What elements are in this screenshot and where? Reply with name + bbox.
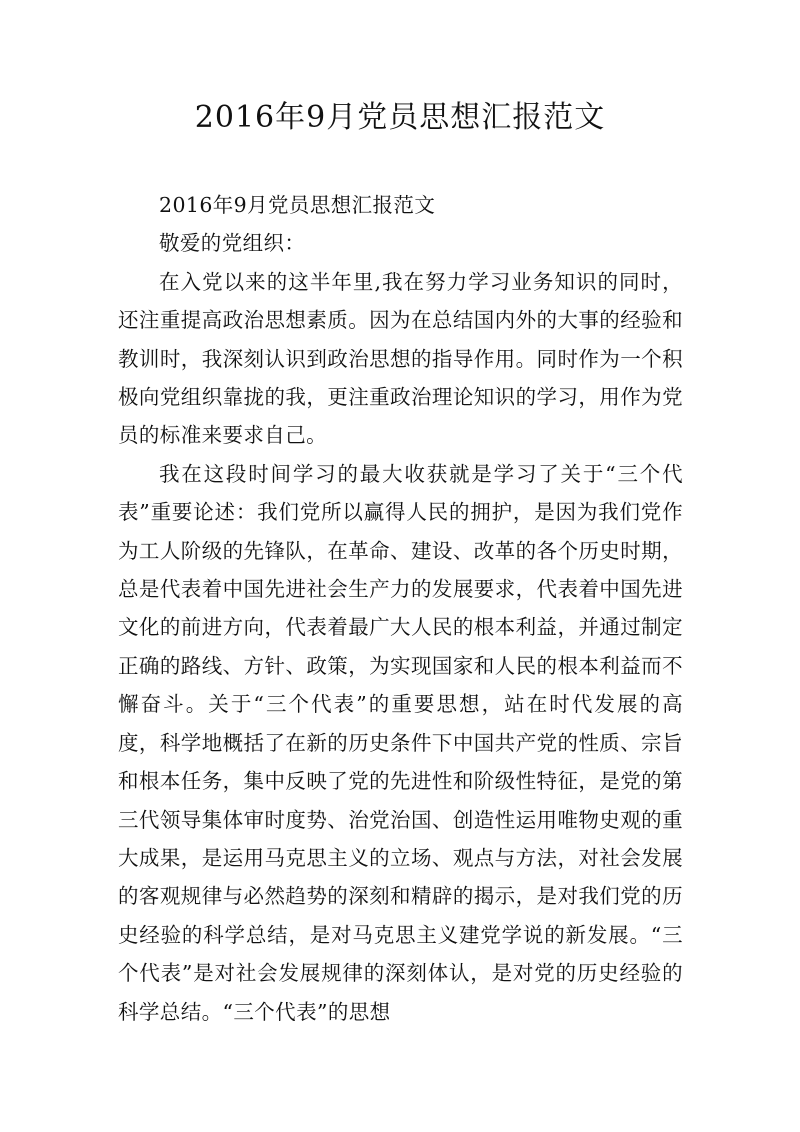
document-title: 2016年9月党员思想汇报范文 [194,100,606,135]
document-body [118,186,683,1031]
paragraph-1: 在入党以来的这半年里,我在努力学习业务知识的同时，还注重提高政治思想素质。因为在总结国内外的大事的经验和教训时，我深刻认识到政治思想的指导作用。同时作为一个积极向党组织靠拢的我，更注重政治理论知识的学习，用作为党员的标准来要求自己。 [118,269,683,448]
salutation: 敬爱的党组织： [159,231,306,256]
paragraph-2: 我在这段时间学习的最大收获就是学习了关于“三个代表”重要论述：我们党所以赢得人民的拥护，是因为我们党作为工人阶级的先锋队，在革命、建设、改革的各个历史时期，总是代表着中国先进社会生产力的发展要求，代表着中国先进文化的前进方向，代表着最广大人民的根本利益，并通过制定正确的路线、方针、政策，为实现国家和人民的根本利益而不懈奋斗。关于“三个代表”的重要思想，站在时代发展的高度，科学地概括了在新的历史条件下中国共产党的性质、宗旨和根本任务，集中反映了党的先进性和阶级性特征，是党的第三代领导集体审时度势、治党治国、创造性运用唯物史观的重大成果，是运用马克思主义的立场、观点与方法，对社会发展的客观规律与必然趋势的深刻和精辟的揭示，是对我们党的历史经验的科学总结，是对马克思主义建党学说的新发展。“三个代表”是对社会发展规律的深刻体认，是对党的历史经验的科学总结。“三个代表”的思想 [118,461,683,1024]
document-heading-line: 2016年9月党员思想汇报范文 [159,193,436,217]
